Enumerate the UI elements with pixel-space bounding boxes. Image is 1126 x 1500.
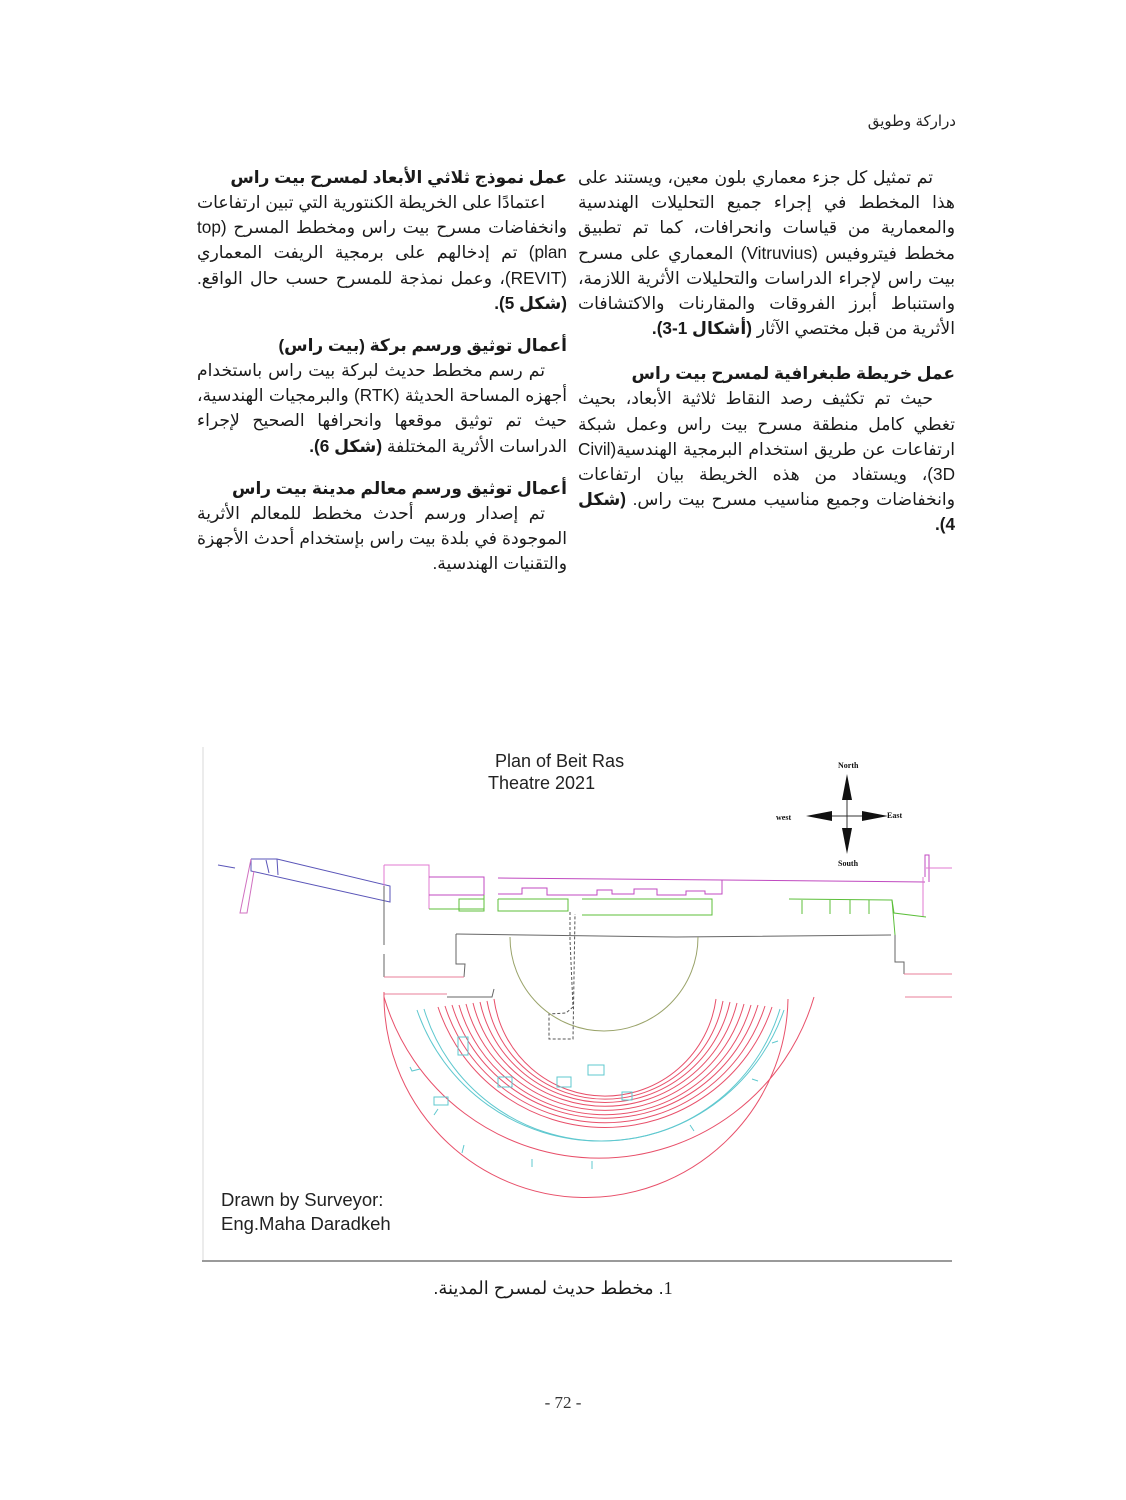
caption-text: . مخطط حديث لمسرح المدينة. (433, 1278, 664, 1298)
section-paragraph-topography: حيث تم تكثيف رصد النقاط ثلاثية الأبعاد، بحيث تغطي كامل منطقة مسرح بيت راس وعمل شبكة ارتفاعات عن طريق استخدام البرمجية الهندسية(Civil 3D)، ويستفاد من هذه الخريطة بيان ارتفاعات وانخفاضات وجميع مناسيب مسرح بيت راس. (شكل 4). (578, 388, 956, 535)
compass-west-label: west (776, 813, 792, 822)
section-heading-3d-model: عمل نموذج ثلاثي الأبعاد لمسرح بيت راس (230, 168, 567, 187)
figure-ref: (شكل 6). (309, 435, 383, 456)
stage-drain (549, 912, 575, 1039)
figure-title: Plan of Beit Ras Theatre 2021 (488, 751, 625, 793)
east-tower (926, 868, 952, 925)
pink-walls (384, 974, 952, 997)
figure-ref: (شكل 4). (578, 489, 955, 535)
compass-east-label: East (887, 811, 903, 820)
compass-south-label: South (838, 859, 859, 868)
compass-north-label: North (838, 761, 859, 770)
page-number: - 72 - (544, 1393, 582, 1412)
seating-rows (384, 992, 814, 1198)
section-paragraph-3d-model: اعتمادًا على الخريطة الكنتورية التي تبين ارتفاعات وانخفاضات مسرح بيت راس ومخطط المسرح (top plan) تم إدخالهم على برمجية الريفت المعماري (REVIT)، وعمل نمذجة للمسرح حسب حال الواقع. (شكل 5). (197, 192, 567, 313)
west-tower (384, 865, 429, 909)
green-rooms (429, 895, 926, 935)
figure-credit: Drawn by Surveyor: Eng.Maha Daradkeh (221, 1189, 391, 1234)
figure-ref: (شكل 5). (494, 292, 567, 313)
left-column (197, 165, 567, 576)
running-head: دراركة وطويق (867, 113, 956, 130)
section-paragraph-pool: تم رسم مخطط حديث لبركة بيت راس باستخدام أجهزه المساحة الحديثة (RTK) والبرمجيات الهندسية، حيث تم توثيق موقعها وانحرافها الصحيح لإجراء الدراسات الأثرية المختلفة (شكل 6). (197, 360, 567, 456)
figure-frame-bottom (202, 1260, 952, 1262)
right-column (578, 165, 955, 538)
theatre-plan-figure (202, 747, 952, 1260)
orchestra-arc (510, 937, 698, 1031)
stage-outline (384, 886, 952, 1047)
figure-ref: (أشكال 1-3). (651, 318, 752, 339)
caption-number: 1 (663, 1278, 673, 1298)
section-heading-pool: أعمال توثيق ورسم بركة (بيت راس) (278, 336, 567, 356)
section-heading-topography: عمل خريطة طبغرافية لمسرح بيت راس (631, 364, 955, 384)
cyan-features (410, 1009, 784, 1169)
section-paragraph-city: تم إصدار ورسم أحدث مخطط للمعالم الأثرية الموجودة في بلدة بيت راس بإستخدام أحدث الأجهزة والتقنيات الهندسية. (197, 502, 567, 574)
west-ramp (240, 859, 254, 913)
compass-arrows-icon (770, 747, 920, 872)
figure-caption (0, 1278, 1126, 1299)
intro-paragraph: تم تمثيل كل جزء معماري بلون معين، ويستند على هذا المخطط في إجراء جميع التحليلات الهندسية والمعمارية من قياسات وانحرافات، كما تم تطبيق مخطط فيتروفيس (Vitruvius) المعماري على مسرح بيت راس لإجراء الدراسات والتحليلات الأثرية اللازمة، واستنباط أبرز الفروقات والمقارنات والاكتشافات الأثرية من قبل مختصي الآثار (أشكال 1-3). (578, 167, 955, 339)
section-heading-city: أعمال توثيق ورسم معالم مدينة بيت راس (232, 478, 567, 498)
